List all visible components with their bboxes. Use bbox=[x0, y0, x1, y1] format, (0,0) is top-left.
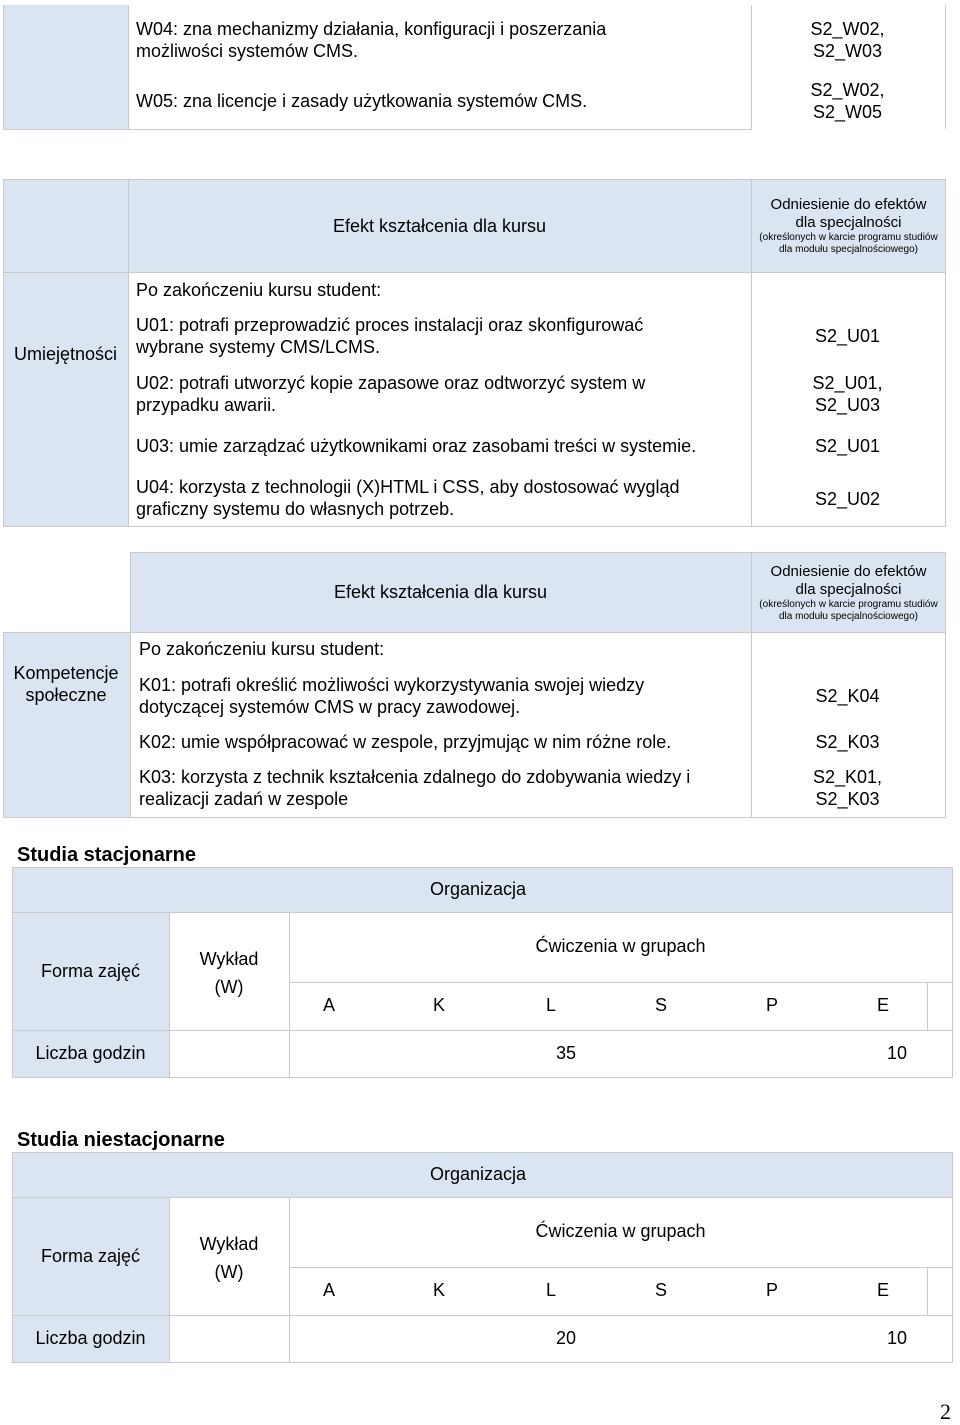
w05-text: W05: zna licencje i zasady użytkowania systemów CMS. bbox=[136, 91, 588, 111]
k03-ref: S2_K01, S2_K03 bbox=[812, 767, 883, 809]
k02-text: K02: umie współpracować w zespole, przyjmując w nim różne role. bbox=[139, 732, 672, 752]
k01-ref: S2_K04 bbox=[815, 686, 880, 706]
niestacjonarne-wyklad: Wykład (W) bbox=[199, 1234, 259, 1282]
u01-text: U01: potrafi przeprowadzić proces instalacji oraz skonfigurować wybrane systemy CMS/LCMS. bbox=[136, 315, 644, 357]
stacjonarne-col-p: P bbox=[766, 995, 779, 1015]
w04-ref: S2_W02, S2_W03 bbox=[810, 19, 885, 61]
umiejetnosci-header-effect: Efekt kształcenia dla kursu bbox=[332, 216, 547, 236]
studia-niestacjonarne-title: Studia niestacjonarne bbox=[17, 1129, 225, 1151]
u03-text: U03: umie zarządzać użytkownikami oraz zasobami treści w systemie. bbox=[136, 436, 697, 456]
niestacjonarne-e-hours: 10 bbox=[887, 1328, 908, 1348]
umiejetnosci-intro: Po zakończeniu kursu student: bbox=[136, 280, 382, 300]
niestacjonarne-liczba: Liczba godzin bbox=[35, 1328, 146, 1348]
u03-ref: S2_U01 bbox=[814, 436, 881, 456]
stacjonarne-forma: Forma zajęć bbox=[40, 961, 141, 981]
k01-text: K01: potrafi określić możliwości wykorzystywania swojej wiedzy dotyczącej systemów CMS w pracy zawodowej. bbox=[139, 675, 645, 717]
studia-stacjonarne-title: Studia stacjonarne bbox=[17, 844, 196, 866]
stacjonarne-col-s: S bbox=[655, 995, 668, 1015]
stacjonarne-col-l: L bbox=[546, 995, 557, 1015]
u01-ref: S2_U01 bbox=[814, 326, 881, 346]
umiejetnosci-category-band bbox=[3, 272, 128, 527]
niestacjonarne-cwiczenia: Ćwiczenia w grupach bbox=[535, 1221, 706, 1241]
stacjonarne-wyklad: Wykład (W) bbox=[199, 949, 259, 997]
stacjonarne-liczba: Liczba godzin bbox=[35, 1043, 146, 1063]
u04-text: U04: korzysta z technologii (X)HTML i CSS, aby dostosować wygląd graficzny systemu do własnych potrzeb. bbox=[136, 477, 680, 519]
stacjonarne-e-hours: 10 bbox=[887, 1043, 908, 1063]
k03-text: K03: korzysta z technik kształcenia zdalnego do zdobywania wiedzy i realizacji zadań w zespole bbox=[139, 767, 691, 809]
stacjonarne-col-e: E bbox=[877, 995, 890, 1015]
niestacjonarne-organizacja: Organizacja bbox=[429, 1164, 527, 1184]
stacjonarne-col-k: K bbox=[433, 995, 446, 1015]
stacjonarne-col-a: A bbox=[323, 995, 336, 1015]
u02-text: U02: potrafi utworzyć kopie zapasowe oraz odtworzyć system w przypadku awarii. bbox=[136, 373, 646, 415]
k02-ref: S2_K03 bbox=[815, 732, 880, 752]
top-table-left-band bbox=[3, 5, 128, 129]
w05-ref: S2_W02, S2_W05 bbox=[810, 80, 885, 122]
niestacjonarne-col-a: A bbox=[323, 1280, 336, 1300]
niestacjonarne-a-hours: 20 bbox=[556, 1328, 577, 1348]
kompetencje-intro: Po zakończeniu kursu student: bbox=[139, 639, 385, 659]
kompetencje-header-ref-small: (określonych w karcie programu studiów dla modułu specjalnościowego) bbox=[759, 599, 938, 622]
page-number: 2 bbox=[940, 1399, 951, 1424]
u02-ref: S2_U01, S2_U03 bbox=[812, 373, 883, 415]
kompetencje-category-band bbox=[3, 632, 130, 818]
kompetencje-header-ref-main: Odniesienie do efektów dla specjalności bbox=[770, 563, 927, 598]
umiejetnosci-category-label: Umiejętności bbox=[13, 344, 118, 364]
umiejetnosci-header-ref bbox=[752, 196, 945, 256]
niestacjonarne-forma: Forma zajęć bbox=[40, 1246, 141, 1266]
niestacjonarne-col-s: S bbox=[655, 1280, 668, 1300]
stacjonarne-a-hours: 35 bbox=[556, 1043, 577, 1063]
umiejetnosci-header-ref-small: (określonych w karcie programu studiów dla modułu specjalnościowego) bbox=[759, 232, 938, 255]
w04-text: W04: zna mechanizmy działania, konfiguracji i poszerzania możliwości systemów CMS. bbox=[136, 19, 607, 61]
kompetencje-header-effect: Efekt kształcenia dla kursu bbox=[333, 582, 548, 602]
niestacjonarne-col-l: L bbox=[546, 1280, 557, 1300]
stacjonarne-organizacja: Organizacja bbox=[429, 879, 527, 899]
kompetencje-header-ref bbox=[752, 563, 945, 623]
niestacjonarne-col-p: P bbox=[766, 1280, 779, 1300]
umiejetnosci-header-ref-main: Odniesienie do efektów dla specjalności bbox=[770, 196, 927, 231]
kompetencje-category-label: Kompetencje społeczne bbox=[13, 663, 119, 705]
u04-ref: S2_U02 bbox=[814, 489, 881, 509]
niestacjonarne-col-k: K bbox=[433, 1280, 446, 1300]
stacjonarne-cwiczenia: Ćwiczenia w grupach bbox=[535, 936, 706, 956]
niestacjonarne-col-e: E bbox=[877, 1280, 890, 1300]
